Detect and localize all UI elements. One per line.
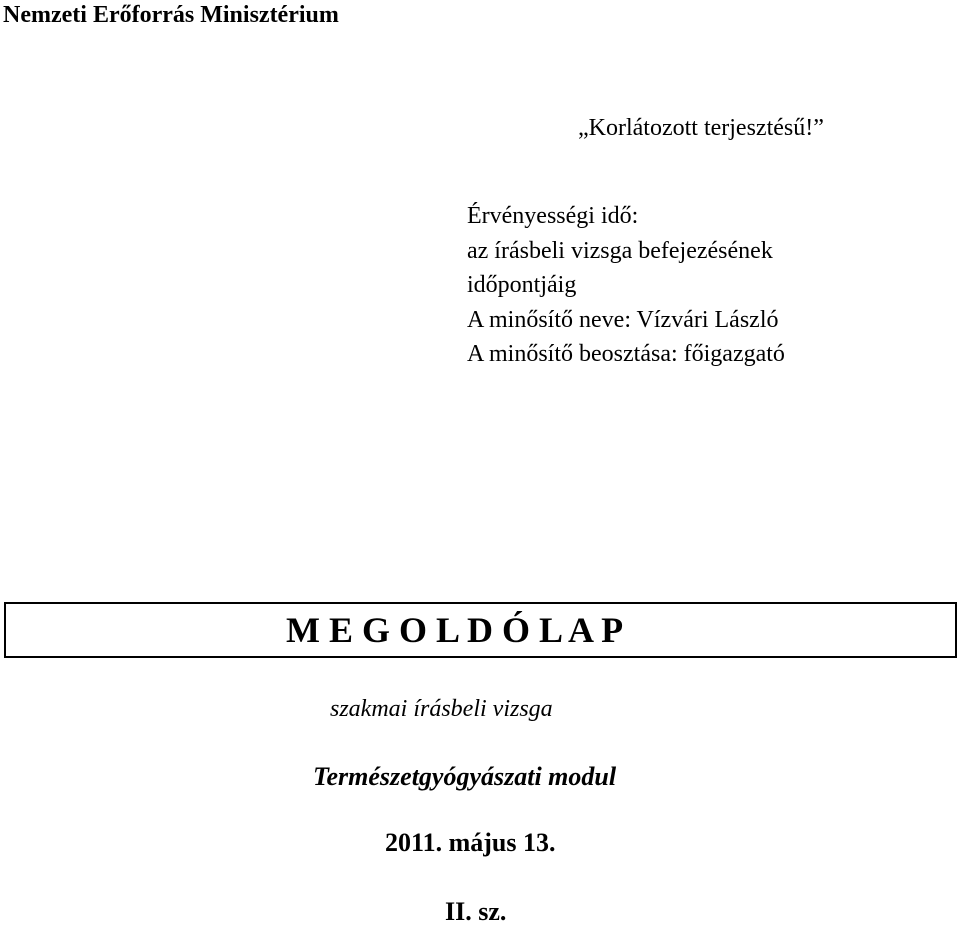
exam-date: 2011. május 13. xyxy=(385,828,556,857)
exam-type: szakmai írásbeli vizsga xyxy=(330,696,553,722)
answer-sheet-title: M E G O L D Ó L A P xyxy=(286,610,624,650)
answer-sheet-title-box xyxy=(4,602,957,658)
qualifier-name: A minősítő neve: Vízvári László xyxy=(467,306,779,333)
exam-term: II. sz. xyxy=(445,897,507,926)
validity-period-end: időpontjáig xyxy=(467,272,577,298)
validity-period: az írásbeli vizsga befejezésének xyxy=(467,237,773,264)
validity-heading: Érvényességi idő: xyxy=(467,203,639,229)
validity-block xyxy=(467,199,785,372)
module-name: Természetgyógyászati modul xyxy=(313,762,617,791)
qualifier-position: A minősítő beosztása: főigazgató xyxy=(467,341,785,367)
restricted-distribution-notice: „Korlátozott terjesztésű!” xyxy=(578,115,824,141)
ministry-name: Nemzeti Erőforrás Minisztérium xyxy=(3,2,339,28)
